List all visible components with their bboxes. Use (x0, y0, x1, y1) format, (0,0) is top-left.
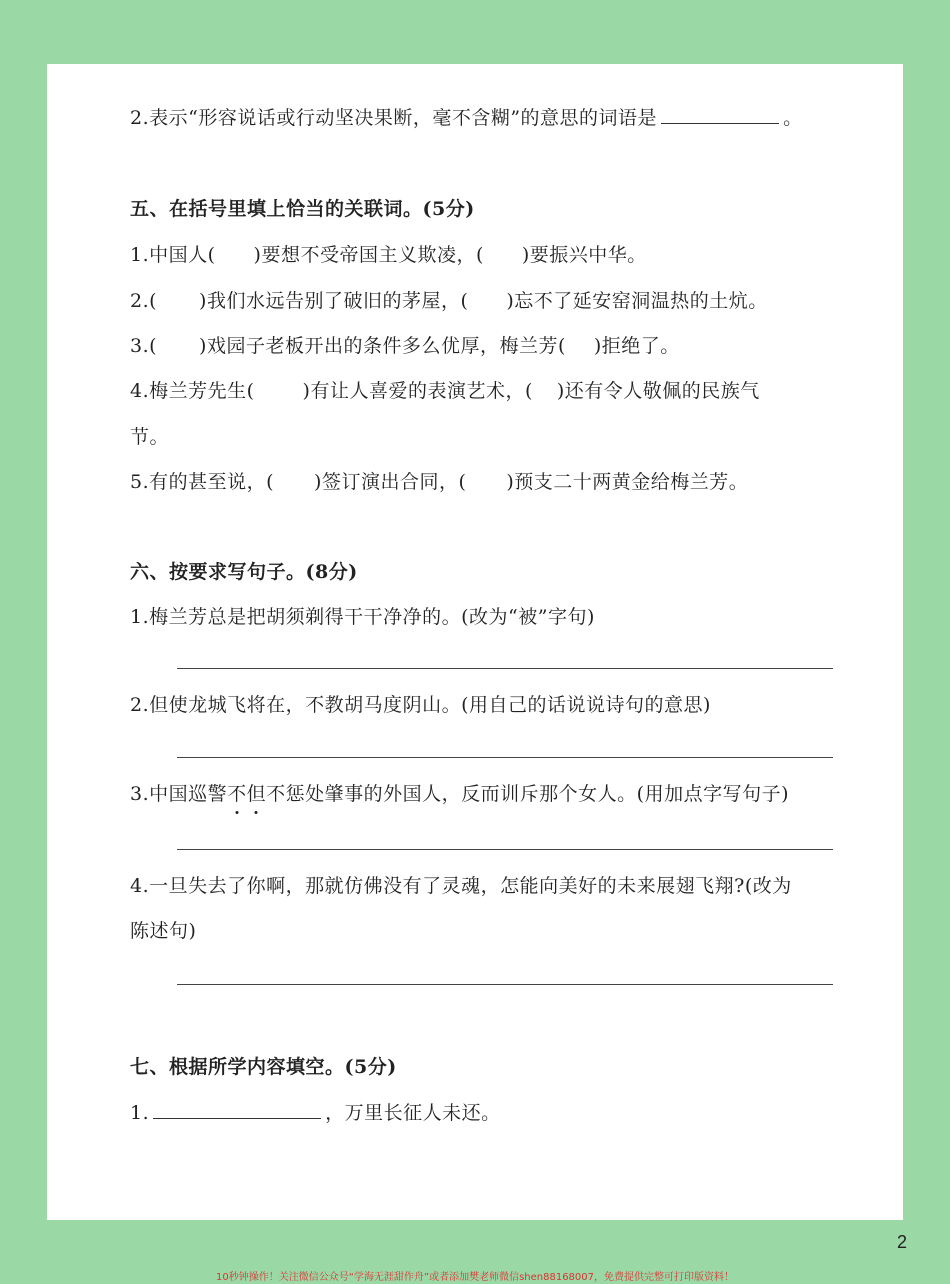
answer-line[interactable] (177, 984, 833, 985)
section-5-item-4-cont: 节。 (130, 426, 170, 448)
item-text: 3.( (130, 335, 158, 357)
section-5-item-4 (130, 377, 863, 405)
section-6-heading: 六、按要求写句子。(8分) (130, 561, 358, 583)
section-6-q2: 2.但使龙城飞将在，不教胡马度阴山。(用自己的话说说诗句的意思) (130, 694, 711, 716)
answer-line[interactable] (177, 668, 833, 669)
answer-line[interactable] (177, 757, 833, 758)
section-7-q1 (130, 1099, 863, 1127)
dotted-char: 但 (247, 780, 267, 808)
q3-text: 3.中国巡警 (130, 783, 228, 805)
item-text: 1.中国人( (130, 244, 216, 266)
item-text: )预支二十两黄金给梅兰芳。 (506, 471, 749, 493)
section-6-q4-line2: 陈述句) (130, 920, 197, 942)
item-text: )戏园子老板开出的条件多么优厚，梅兰芳( (199, 335, 566, 357)
dotted-char: 不 (227, 780, 247, 808)
q-item-2 (130, 104, 863, 132)
item-text: 2.( (130, 290, 158, 312)
section-6-q4-line1: 4.一旦失去了你啊，那就仿佛没有了灵魂，怎能向美好的未来展翅飞翔?(改为 (130, 875, 792, 897)
section-5-item-1 (130, 241, 863, 269)
item-text: )还有令人敬佩的民族气 (556, 380, 760, 402)
section-5-heading: 五、在括号里填上恰当的关联词。(5分) (130, 198, 475, 220)
q1-number: 1. (130, 1102, 150, 1124)
q-item-2-suffix: 。 (783, 107, 803, 129)
worksheet-page (47, 64, 908, 1252)
answer-line[interactable] (177, 849, 833, 850)
item-text: )要想不受帝国主义欺凌，( (253, 244, 484, 266)
item-text: )要振兴中华。 (521, 244, 647, 266)
item-text: )忘不了延安窑洞温热的土炕。 (506, 290, 768, 312)
section-6-q1: 1.梅兰芳总是把胡须剃得干干净净的。(改为“被”字句) (130, 606, 595, 628)
item-text: 5.有的甚至说，( (130, 471, 275, 493)
section-5-item-2 (130, 287, 863, 315)
section-5-item-5 (130, 468, 863, 496)
section-5-item-3 (130, 332, 863, 360)
footer-banner: 10秒钟操作！关注微信公众号“学海无涯甜作舟”或者添加樊老师微信shen88168007，免费提供完整可打印版资料！ (215, 1272, 735, 1283)
answer-blank[interactable] (153, 1100, 321, 1119)
item-text: )拒绝了。 (593, 335, 680, 357)
q3-text: 不惩处肇事的外国人，反而训斥那个女人。(用加点字写句子) (266, 783, 789, 805)
section-6-q3 (130, 780, 863, 808)
item-text: )我们水远告别了破旧的茅屋，( (199, 290, 469, 312)
q-item-2-text: 2.表示“形容说话或行动坚决果断，毫不含糊”的意思的词语是 (130, 107, 658, 129)
item-text: 4.梅兰芳先生( (130, 380, 255, 402)
item-text: )有让人喜爱的表演艺术，( (302, 380, 533, 402)
section-7-heading: 七、根据所学内容填空。(5分) (130, 1056, 397, 1078)
q1-text: ，万里长征人未还。 (325, 1102, 501, 1124)
answer-blank[interactable] (661, 105, 779, 124)
item-text: )签订演出合同，( (314, 471, 467, 493)
page-number: 2 (897, 1232, 908, 1252)
